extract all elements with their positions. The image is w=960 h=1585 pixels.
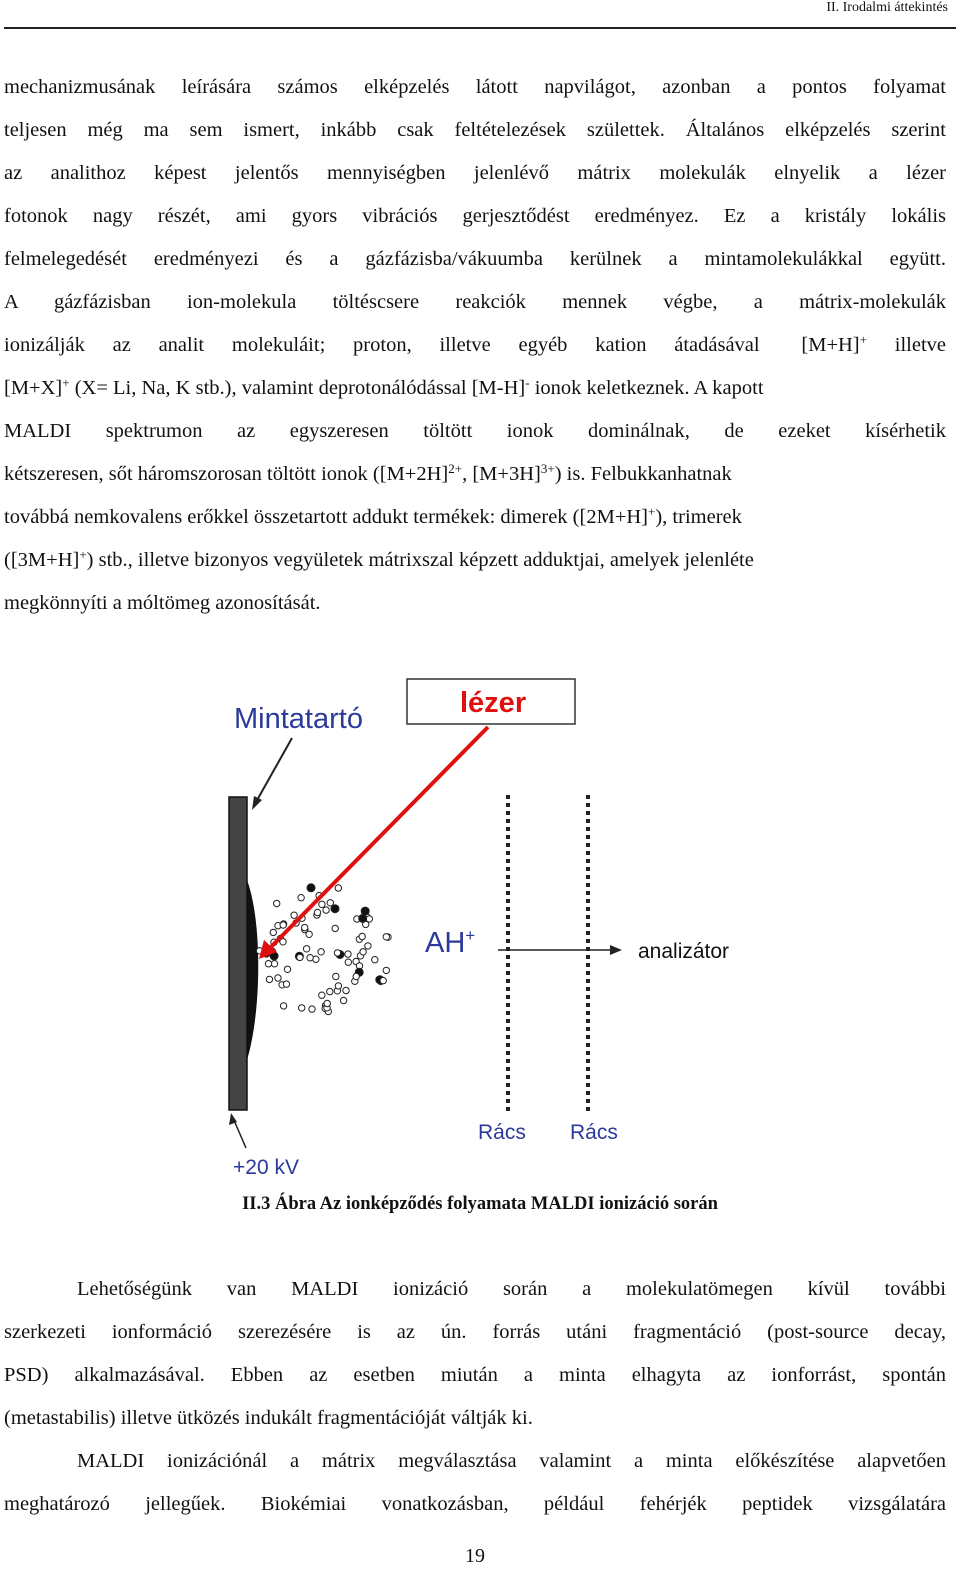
matrix-molecule [324, 1000, 330, 1006]
text-line: kétszeresen, sőt háromszorosan töltött ionok ($[M+2H]^{2+}$, $[M+3H]^{3+}$) is. Felbukkanhatnak [4, 461, 732, 485]
text-line: továbbá nemkovalens erőkkel összetartott addukt termékek: dimerek ([2M+H]+), trimerek [4, 504, 742, 528]
paragraph-3 [4, 1440, 946, 1526]
text-line: mechanizmusának leírására számos elképzelés látott napvilágot, azonban a pontos folyamat [4, 76, 946, 98]
matrix-molecule [318, 949, 324, 955]
text-line: A gázfázisban ion-molekula töltéscsere reakciók mennek végbe, a mátrix-molekulák [4, 291, 946, 313]
label-ion: AH+ [425, 926, 476, 959]
matrix-molecule [383, 967, 389, 973]
matrix-molecule [265, 961, 271, 967]
matrix-molecule [302, 924, 308, 930]
matrix-crystal [247, 880, 258, 1060]
text-line: az analithoz képest jelentős mennyiségben jelenlévő mátrix molekulák elnyelik a lézer [4, 162, 946, 184]
text-line: szerkezeti ionformáció szerezésére is az ún. forrás utáni fragmentáció (post-source decay, [4, 1321, 946, 1343]
matrix-molecule [303, 946, 309, 952]
text-line: meghatározó jellegűek. Biokémiai vonatkozásban, például fehérjék peptidek vizsgálatára [4, 1493, 946, 1515]
sample-holder-plate [229, 797, 247, 1110]
figure-caption: II.3 Ábra Az ionképződés folyamata MALDI ionizáció során [242, 1194, 718, 1214]
matrix-molecule [280, 922, 286, 928]
matrix-molecule [274, 900, 280, 906]
text-line: MALDI ionizációnál a mátrix megválasztása valamint a minta előkészítése alapvetően [77, 1450, 946, 1472]
matrix-molecule [280, 1003, 286, 1009]
matrix-molecule [319, 901, 325, 907]
label-sample-holder: Mintatartó [234, 703, 363, 735]
text-line: megkönnyíti a móltömeg azonosítását. [4, 592, 321, 614]
matrix-molecule [335, 885, 341, 891]
paragraph-1 [4, 66, 946, 625]
text-line: MALDI spektrumon az egyszeresen töltött ionok dominálnak, de ezeket kísérhetik [4, 420, 946, 442]
analyte-molecule [361, 907, 369, 915]
text-line: PSD) alkalmazásával. Ebben az esetben miután a minta elhagyta az ionforrást, spontán [4, 1364, 946, 1386]
matrix-molecule [343, 987, 349, 993]
arrow-head [252, 796, 262, 810]
page-number: 19 [465, 1545, 485, 1567]
matrix-molecule [319, 992, 325, 998]
maldi-ionization-figure [0, 660, 960, 1200]
text-line: felmelegedését eredményezi és a gázfázisba/vákuumba kerülnek a mintamolekulákkal együtt. [4, 248, 946, 270]
matrix-molecule [380, 977, 386, 983]
running-header: II. Irodalmi áttekintés [826, 0, 948, 15]
matrix-molecule [334, 950, 340, 956]
matrix-molecule [340, 997, 346, 1003]
matrix-molecule [291, 912, 297, 918]
label-grid-1: Rács [478, 1121, 526, 1144]
text-line: Lehetőségünk van MALDI ionizáció során a molekulatömegen kívül további [77, 1278, 946, 1300]
matrix-molecule [270, 929, 276, 935]
paragraph-2 [4, 1268, 946, 1440]
matrix-molecule [309, 1006, 315, 1012]
matrix-molecule [333, 973, 339, 979]
matrix-molecule [345, 951, 351, 957]
matrix-molecule [298, 895, 304, 901]
matrix-molecule [372, 957, 378, 963]
matrix-molecule [297, 954, 303, 960]
matrix-molecule [327, 988, 333, 994]
matrix-molecule [323, 907, 329, 913]
text-line: [M+X]+ (X= Li, Na, K stb.), valamint deprotonálódással [M-H]- ionok keletkeznek. A kapott [4, 375, 764, 399]
sample-holder-arrow [256, 738, 292, 802]
text-line: fotonok nagy részét, ami gyors vibrációs gerjesztődést eredményez. Ez a kristály lokális [4, 205, 946, 227]
label-laser: lézer [460, 687, 527, 719]
text-line: (metastabilis) illetve ütközés indukált fragmentációját váltják ki. [4, 1407, 533, 1429]
matrix-molecule [359, 933, 365, 939]
analyte-molecule [331, 905, 339, 913]
text-line: ionizálják az analit molekuláit; proton, illetve egyéb kation átadásával [M+H]+ illetve [4, 332, 946, 356]
matrix-molecule [360, 949, 366, 955]
matrix-molecule [332, 925, 338, 931]
direction-arrow-head [610, 945, 622, 955]
matrix-molecule [365, 943, 371, 949]
matrix-molecule [335, 983, 341, 989]
matrix-molecule [314, 909, 320, 915]
matrix-molecule [284, 966, 290, 972]
matrix-molecule [266, 976, 272, 982]
header-rule [4, 27, 956, 29]
matrix-molecule [271, 961, 277, 967]
label-grid-2: Rács [570, 1121, 618, 1144]
matrix-molecule [275, 975, 281, 981]
matrix-molecule [307, 955, 313, 961]
matrix-molecule [353, 973, 359, 979]
analyte-molecule [307, 884, 315, 892]
molecule-cloud [256, 884, 391, 1015]
label-analyzer: analizátor [638, 940, 730, 963]
matrix-molecule [283, 981, 289, 987]
matrix-molecule [299, 1005, 305, 1011]
laser-beam [266, 727, 488, 952]
text-line: ([3M+H]+) stb., illetve bizonyos vegyületek mátrixszal képzett adduktjai, amelyek jelenléte [4, 547, 754, 571]
matrix-molecule [345, 959, 351, 965]
label-voltage: +20 kV [233, 1156, 299, 1179]
text-line: teljesen még ma sem ismert, inkább csak feltételezések születtek. Általános elképzelés szerint [4, 119, 946, 141]
matrix-molecule [383, 934, 389, 940]
analyte-molecule [359, 914, 367, 922]
